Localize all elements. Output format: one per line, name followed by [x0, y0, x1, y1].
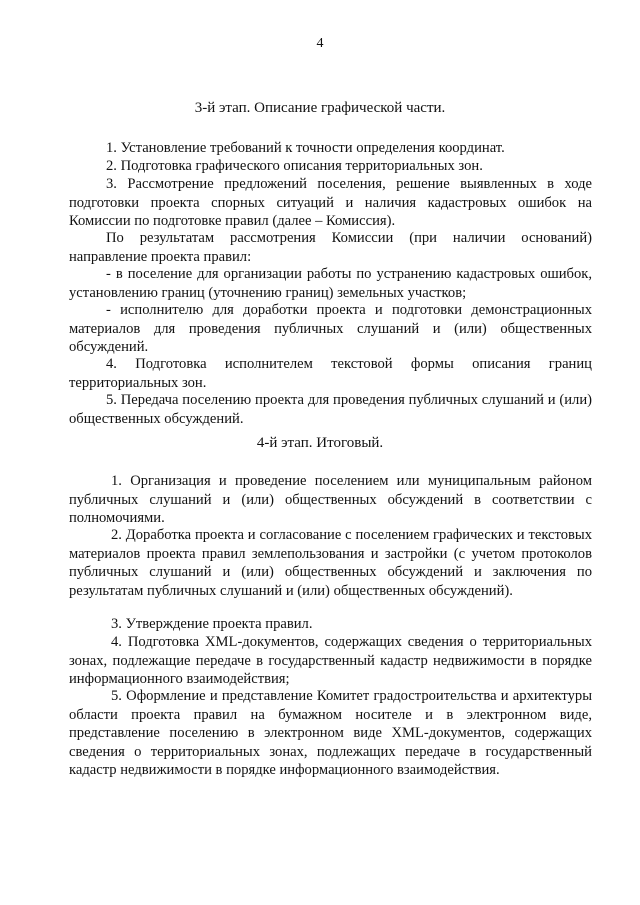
- section-4-item-1: 1. Организация и проведение поселением или муниципальным районом публичных слушаний и (или) общественных обсуждений в соответствии с полномочиями.: [69, 473, 592, 526]
- section-3-item-3: 3. Рассмотрение предложений поселения, решение выявленных в ходе подготовки проекта спорных ситуаций и наличия кадастровых ошибок на Комиссии по подготовке правил (далее – Комиссия).: [69, 176, 592, 229]
- section-4-item-2: 2. Доработка проекта и согласование с поселением графических и текстовых материалов проекта правил землепользования и застройки (с учетом протоколов публичных слушаний и (или) общественных обсуждений и заключения по результатам публичных слушаний и (или) общественных обсуждений).: [69, 527, 592, 599]
- section-4-item-5: 5. Оформление и представление Комитет градостроительства и архитектуры области проекта правил на бумажном носителе и в электронном виде, представление поселению в электронном виде XML-документов, содержащих сведения о территориальных зонах, подлежащих передаче в государственный кадастр недвижимости в порядке информационного взаимодействия.: [69, 688, 592, 778]
- section-3-bullet-settlement: - в поселение для организации работы по устранению кадастровых ошибок, установлению границ (уточнению границ) земельных участков;: [69, 266, 592, 301]
- section-3-heading: 3-й этап. Описание графической части.: [194, 100, 446, 116]
- section-3-item-5: 5. Передача поселению проекта для проведения публичных слушаний и (или) общественных обсуждений.: [69, 392, 592, 427]
- section-4-heading: 4-й этап. Итоговый.: [256, 435, 384, 451]
- section-3-item-4: 4. Подготовка исполнителем текстовой формы описания границ территориальных зон.: [69, 356, 592, 391]
- section-4-item-3: 3. Утверждение проекта правил.: [111, 616, 313, 632]
- section-4-item-4: 4. Подготовка XML-документов, содержащих сведения о территориальных зонах, подлежащие передаче в государственный кадастр недвижимости в порядке информационного взаимодействия;: [69, 634, 592, 687]
- page-number: 4: [316, 36, 324, 51]
- section-3-item-1: 1. Установление требований к точности определения координат.: [106, 140, 505, 156]
- section-3-paragraph-result: По результатам рассмотрения Комиссии (при наличии оснований) направление проекта правил:: [69, 230, 592, 265]
- section-3-bullet-contractor: - исполнителю для доработки проекта и подготовки демонстрационных материалов для проведения публичных слушаний и (или) общественных обсуждений.: [69, 302, 592, 355]
- section-3-item-2: 2. Подготовка графического описания территориальных зон.: [106, 158, 483, 174]
